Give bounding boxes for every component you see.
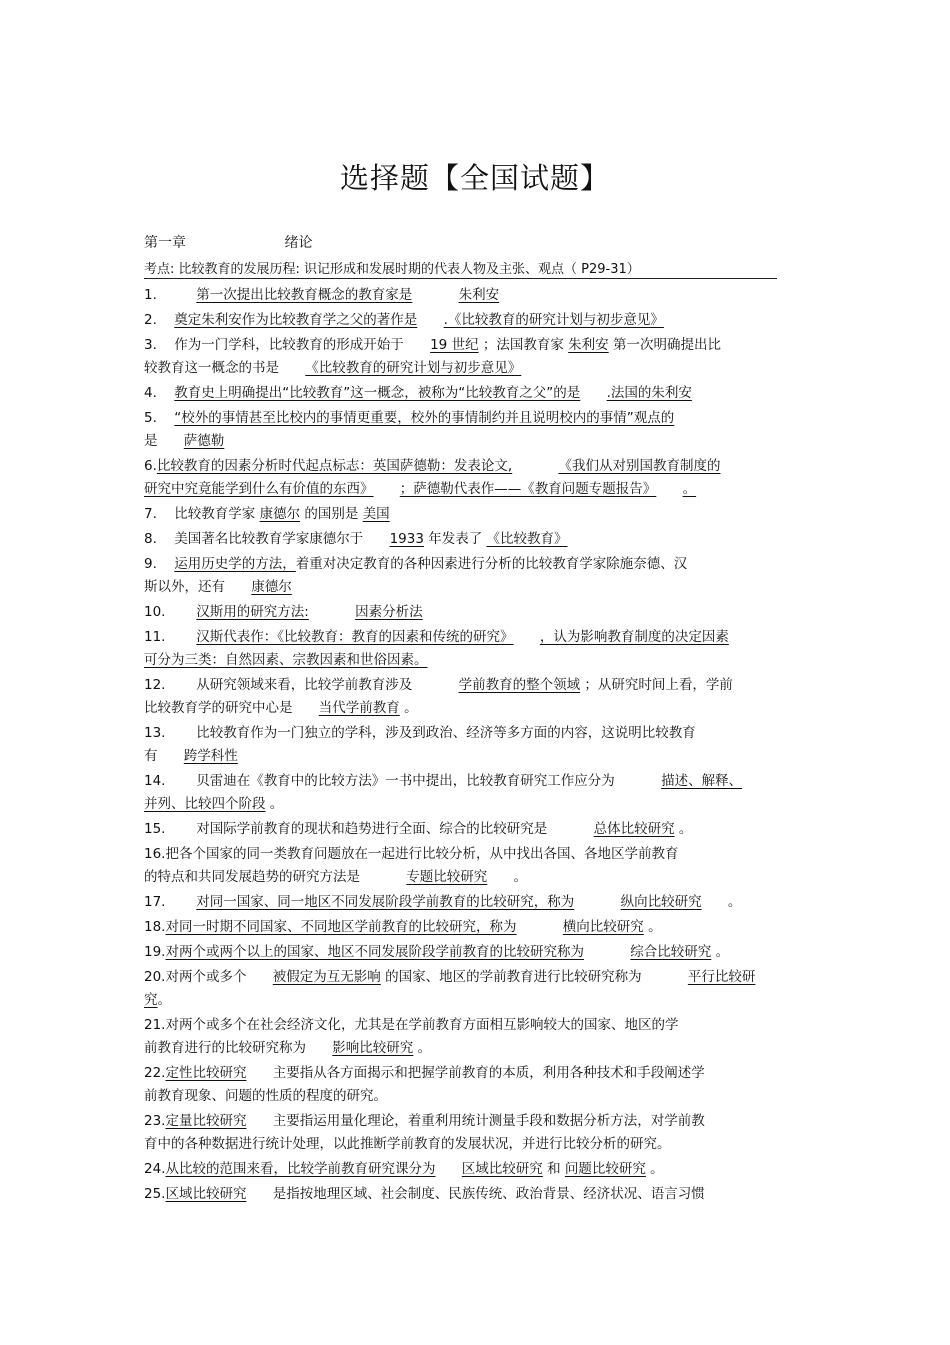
question-text: 比较教育学家 [174,506,256,522]
question-item [144,674,809,720]
answer-blank: 综合比较研究 [630,944,712,960]
answer-blank: 美国 [362,506,390,522]
question-item [144,1014,809,1060]
question-item [144,770,809,816]
question-text: 前教育现象、问题的性质的程度的研究。 [144,1088,387,1104]
question-list [144,284,809,1208]
answer-blank: 可分为三类：自然因素、宗教因素和世俗因素。 [144,652,428,668]
answer-blank: 描述、解释、 [661,773,743,789]
question-number: 13. [144,725,166,741]
question-text: 育中的各种数据进行统计处理，以此推断学前教育的发展状况，并进行比较分析的研究。 [144,1136,671,1152]
question-text: 运用历史学的方法， [174,556,296,572]
answer-blank: 朱利安 [568,337,609,353]
question-text: 从研究领域来看，比较学前教育涉及 [196,677,413,693]
question-number: 6. [144,458,157,474]
question-text: 的国别是 [304,506,359,522]
question-text: 比较教育作为一门独立的学科，涉及到政治、经济等多方面的内容，这说明比较教育 [196,725,696,741]
question-item [144,407,809,453]
question-text: 教育史上明确提出“比较教育”这一概念，被称为“比较教育之父”的是 [174,385,581,401]
question-item [144,1110,809,1156]
question-number: 24. [144,1161,166,1177]
chapter-label: 第一章 [144,235,186,251]
question-text: 对国际学前教育的现状和趋势进行全面、综合的比较研究是 [196,821,548,837]
question-number: 14. [144,773,166,789]
question-number: 4. [144,385,157,401]
answer-blank: 康德尔 [259,506,301,522]
answer-blank: 定性比较研究 [165,1065,247,1081]
question-item [144,382,809,405]
question-item [144,891,809,914]
answer-blank: 《比较教育的研究计划与初步意见》 [305,360,522,376]
answer-blank: 萨德勒 [183,433,225,449]
answer-blank: 研究中究竟能学到什么有价值的东西》 [144,481,374,497]
question-item [144,503,809,526]
question-text: 汉斯代表作：《比较教育：教育的因素和传统的研究》 [196,629,514,645]
question-text: 。 [157,992,171,1008]
question-number: 5. [144,410,157,426]
question-number: 22. [144,1065,166,1081]
question-number: 10. [144,604,166,620]
question-number: 12. [144,677,166,693]
question-item [144,455,809,501]
question-item [144,941,809,964]
question-number: 20. [144,969,166,985]
question-item [144,528,809,551]
question-number: 9. [144,556,157,572]
question-text: 主要指运用量化理论，着重利用统计测量手段和数据分析方法，对学前教 [272,1113,705,1129]
answer-blank: 纵向比较研究 [620,894,702,910]
answer-blank: 总体比较研究 [593,821,675,837]
question-text: 。 [513,869,528,885]
chapter-name: 绪论 [284,235,313,251]
question-text: 对同一国家、同一地区不同发展阶段学前教育的比较研究，称为 [196,894,575,910]
answer-blank: 学前教育的整个领域 [458,677,581,693]
question-text: 是 [144,433,158,449]
answer-blank: 影响比较研究 [332,1040,414,1056]
answer-blank: 并列、比较四个阶段 [144,796,266,812]
question-text: 第一次提出比较教育概念的教育家是 [196,287,413,303]
question-item [144,966,809,1012]
question-text: 。 [678,821,693,837]
question-text: 比较教育学的研究中心是 [144,700,293,716]
question-text: 的国家、地区的学前教育进行比较研究称为 [385,969,642,985]
answer-blank: 区域比较研究 [461,1161,543,1177]
question-item [144,722,809,768]
question-text: ；萨德勒代表作——《教育问题专题报告》 [399,481,657,497]
question-text: 。 [404,700,418,716]
question-text: 。 [648,919,662,935]
question-text: ；法国教育家 [482,337,564,353]
question-item [144,1158,809,1181]
question-text: 第一次明确提出比 [612,337,721,353]
question-text: 较教育这一概念的书是 [144,360,279,376]
question-text: 有 [144,748,158,764]
question-item [144,818,809,841]
question-number: 11. [144,629,166,645]
question-text: 汉斯用的研究方法: [196,604,309,620]
answer-blank: 定量比较研究 [165,1113,247,1129]
question-text: 和 [547,1161,561,1177]
answer-blank: 朱利安 [458,287,500,303]
answer-blank: 被假定为互无影响 [272,969,381,985]
question-text: 。 [417,1040,432,1056]
question-number: 8. [144,531,157,547]
question-text: 对同一时期不同国家、不同地区学前教育的比较研究，称为 [165,919,517,935]
question-text: 奠定朱利安作为比较教育学之父的著作是 [174,312,418,328]
answer-blank: ，认为影响教育制度的决定因素 [539,629,729,645]
chapter-heading [144,232,312,252]
answer-blank: .法国的朱利安 [606,385,692,401]
question-text: 着重对决定教育的各种因素进行分析的比较教育学家除施奈德、汉 [295,556,688,572]
answer-blank: 当代学前教育 [318,700,400,716]
answer-blank: 1933 [389,531,424,547]
answer-blank: 平行比较研 [687,969,756,985]
question-text: 对两个或两个以上的国家、地区不同发展阶段学前教育的比较研究称为 [165,944,584,960]
question-text: 贝雷迪在《教育中的比较方法》一书中提出，比较教育研究工作应分为 [196,773,615,789]
question-number: 23. [144,1113,166,1129]
question-item [144,1062,809,1108]
question-number: 25. [144,1186,166,1202]
answer-blank: .《比较教育的研究计划与初步意见》 [443,312,664,328]
question-text: 比较教育的因素分析时代起点标志：英国萨德勒：发表论文, [156,458,513,474]
answer-blank: 康德尔 [251,579,292,595]
question-item [144,916,809,939]
question-text: 对两个或多个在社会经济文化，尤其是在学前教育方面相互影响较大的国家、地区的学 [165,1017,679,1033]
answer-blank: 问题比较研究 [564,1161,646,1177]
answer-blank: 横向比较研究 [562,919,644,935]
answer-blank: 区域比较研究 [165,1186,247,1202]
question-item [144,1183,809,1206]
question-text: 。 [269,796,284,812]
question-item [144,626,809,672]
question-number: 21. [144,1017,166,1033]
answer-blank: 专题比较研究 [406,869,488,885]
question-text: 。 [715,944,730,960]
question-number: 17. [144,894,166,910]
question-text: 。 [650,1161,664,1177]
question-item [144,553,809,599]
question-text: 的特点和共同发展趋势的研究方法是 [144,869,360,885]
question-text: 美国著名比较教育学家康德尔于 [174,531,364,547]
answer-blank: 跨学科性 [183,748,238,764]
question-text: 对两个或多个 [165,969,247,985]
question-text: 。 [727,894,742,910]
question-text: 年发表了 [428,531,483,547]
question-text: ；从研究时间上看，学前 [584,677,733,693]
question-text: 作为一门学科，比较教育的形成开始于 [174,337,404,353]
question-text: 斯以外，还有 [144,579,225,595]
question-text: “校外的事情甚至比校内的事情更重要，校外的事情制约并且说明校内的事情”观点的 [174,410,675,426]
answer-blank: 《比较教育》 [486,531,568,547]
question-item [144,334,809,380]
answer-blank: 究 [144,992,158,1008]
question-number: 3. [144,337,157,353]
question-item [144,309,809,332]
key-point-line: 考点: 比较教育的发展历程: 识记形成和发展时期的代表人物及主张、观点（ P29-31） [144,258,777,279]
question-number: 15. [144,821,166,837]
question-text: 。 [682,481,697,497]
question-number: 19. [144,944,166,960]
question-number: 16. [144,846,166,862]
answer-blank: 《我们从对别国教育制度的 [558,458,721,474]
answer-blank: 19 世纪 [430,337,479,353]
question-number: 1. [144,287,157,303]
question-text: 前教育进行的比较研究称为 [144,1040,306,1056]
question-text: 从比较的范围来看，比较学前教育研究课分为 [165,1161,436,1177]
question-item [144,284,809,307]
question-item [144,843,809,889]
question-text: 主要指从各方面揭示和把握学前教育的本质，利用各种技术和手段阐述学 [272,1065,705,1081]
page-title: 选择题【全国试题】 [339,161,610,195]
question-number: 7. [144,506,157,522]
answer-blank: 因素分析法 [355,604,423,620]
question-item [144,601,809,624]
question-number: 2. [144,312,157,328]
question-text: 把各个国家的同一类教育问题放在一起进行比较分析，从中找出各国、各地区学前教育 [165,846,679,862]
question-text: 是指按地理区域、社会制度、民族传统、政治背景、经济状况、语言习惯 [272,1186,705,1202]
question-number: 18. [144,919,166,935]
